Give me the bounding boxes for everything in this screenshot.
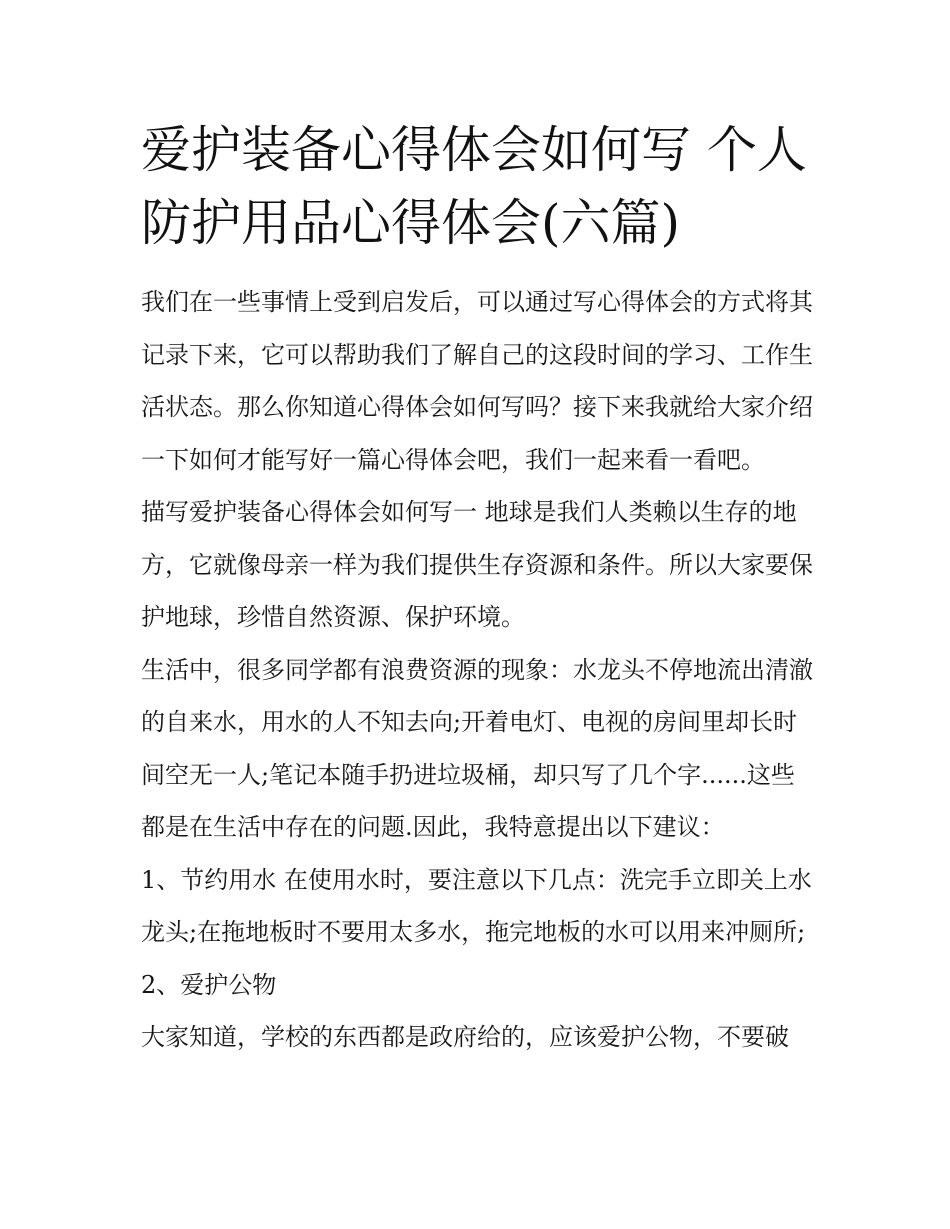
document-body bbox=[141, 276, 813, 1064]
paragraph-public-property: 大家知道，学校的东西都是政府给的，应该爱护公物，不要破 bbox=[141, 1023, 789, 1051]
paragraph-suggestion-water: 1、节约用水 在使用水时，要注意以下几点：洗完手立即关上水龙头;在拖地板时不要用太多水，拖完地板的水可以用来冲厕所; 2、爱护公物 bbox=[141, 865, 812, 999]
paragraph-intro: 我们在一些事情上受到启发后，可以通过写心得体会的方式将其记录下来，它可以帮助我们了解自己的这段时间的学习、工作生活状态。那么你知道心得体会如何写吗？接下来我就给大家介绍一下如何才能写好一篇心得体会吧，我们一起来看一看吧。 bbox=[141, 288, 813, 474]
paragraph-earth: 描写爱护装备心得体会如何写一 地球是我们人类赖以生存的地方，它就像母亲一样为我们提供生存资源和条件。所以大家要保护地球，珍惜自然资源、保护环境。 bbox=[141, 498, 813, 631]
document-title: 爱护装备心得体会如何写 个人防护用品心得体会(六篇) bbox=[141, 121, 807, 252]
document-content bbox=[141, 114, 813, 1064]
paragraph-waste: 生活中，很多同学都有浪费资源的现象：水龙头不停地流出清澈的自来水，用水的人不知去向;开着电灯、电视的房间里却长时间空无一人;笔记本随手扔进垃圾桶，却只写了几个字......这些都是在生活中存在的问题.因此，我特意提出以下建议： bbox=[141, 655, 813, 841]
